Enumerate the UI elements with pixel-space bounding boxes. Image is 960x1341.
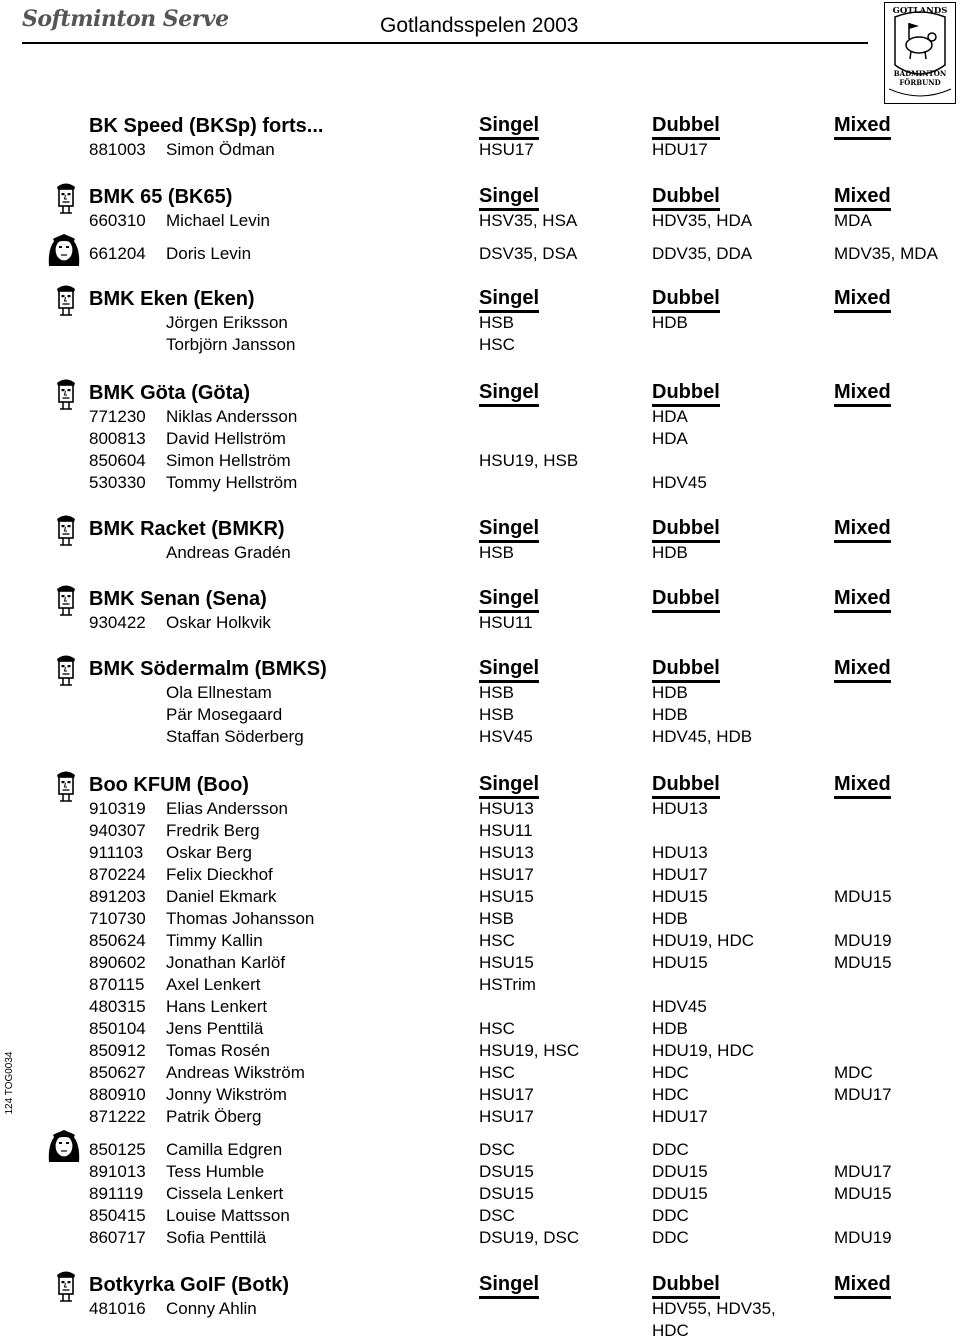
player-name: Tess Humble	[166, 1162, 265, 1181]
player-id: 891203	[89, 887, 146, 906]
player-name: Louise Mattsson	[166, 1206, 290, 1225]
doubles-class: DDC	[652, 1140, 689, 1159]
male-face-icon	[52, 377, 80, 418]
page-title: Gotlandsspelen 2003	[380, 14, 579, 37]
player-name: Jonathan Karlöf	[166, 953, 286, 972]
player-name: Simon Hellström	[166, 451, 291, 470]
club-name: BK Speed (BKSp) forts...	[89, 115, 324, 137]
player-id: 890602	[89, 953, 146, 972]
doubles-class: DDU15	[652, 1184, 708, 1203]
player-id: 940307	[89, 821, 146, 840]
player-id: 850104	[89, 1019, 146, 1038]
doubles-class: HDU17	[652, 865, 708, 884]
singles-class: DSU19, DSC	[479, 1228, 580, 1247]
player-name: Cissela Lenkert	[166, 1184, 284, 1203]
singles-class: DSC	[479, 1206, 515, 1225]
column-header-doubles: Dubbel	[652, 186, 720, 211]
player-name: Camilla Edgren	[166, 1140, 283, 1159]
column-header-doubles: Dubbel	[652, 518, 720, 543]
player-id: 800813	[89, 429, 146, 448]
player-name: Fredrik Berg	[166, 821, 260, 840]
player-name: Tommy Hellström	[166, 473, 298, 492]
badge-bottom-text-2: FÖRBUND	[899, 78, 941, 87]
singles-class: HSC	[479, 1063, 515, 1082]
doubles-class: HDB	[652, 1019, 688, 1038]
player-name: Hans Lenkert	[166, 997, 268, 1016]
player-id: 891013	[89, 1162, 146, 1181]
mixed-class: MDV35, MDA	[834, 244, 938, 263]
singles-class: HSU17	[479, 140, 534, 159]
male-face-icon	[52, 1269, 80, 1310]
singles-class: HSU15	[479, 953, 534, 972]
player-id: 661204	[89, 244, 146, 263]
doubles-class: HDU13	[652, 843, 708, 862]
badge-bottom-text-1: BADMINTON	[893, 69, 947, 78]
mixed-class: MDU19	[834, 1228, 892, 1247]
singles-class: HSB	[479, 543, 514, 562]
mixed-class: MDU15	[834, 953, 892, 972]
column-header-mixed: Mixed	[834, 588, 891, 613]
female-face-icon	[45, 1126, 83, 1169]
doubles-class: HDA	[652, 429, 688, 448]
singles-class: DSC	[479, 1140, 515, 1159]
doubles-class: HDV35, HDA	[652, 211, 753, 230]
player-id: 481016	[89, 1299, 146, 1318]
mixed-class: MDU15	[834, 887, 892, 906]
column-header-mixed: Mixed	[834, 518, 891, 543]
club-name: BMK Södermalm (BMKS)	[89, 658, 327, 680]
singles-class: HSU19, HSB	[479, 451, 579, 470]
column-header-singles: Singel	[479, 588, 539, 613]
player-id: 891119	[89, 1184, 144, 1203]
player-id: 910319	[89, 799, 146, 818]
doubles-class: HDU13	[652, 799, 708, 818]
column-header-singles: Singel	[479, 115, 539, 140]
player-id: 480315	[89, 997, 146, 1016]
player-name: Michael Levin	[166, 211, 270, 230]
singles-class: HSC	[479, 931, 515, 950]
player-name: Ola Ellnestam	[166, 683, 272, 702]
singles-class: DSU15	[479, 1162, 534, 1181]
doubles-class: DDV35, DDA	[652, 244, 753, 263]
player-name: Elias Andersson	[166, 799, 288, 818]
mixed-class: MDA	[834, 211, 872, 230]
player-id: 880910	[89, 1085, 146, 1104]
mixed-class: MDU17	[834, 1162, 892, 1181]
player-id: 860717	[89, 1228, 146, 1247]
player-name: Sofia Penttilä	[166, 1228, 267, 1247]
player-name: Staffan Söderberg	[166, 727, 304, 746]
singles-class: HSU19, HSC	[479, 1041, 580, 1060]
doubles-class: HDC	[652, 1063, 689, 1082]
male-face-icon	[52, 583, 80, 624]
column-header-mixed: Mixed	[834, 1274, 891, 1299]
doubles-class: DDU15	[652, 1162, 708, 1181]
player-name: Niklas Andersson	[166, 407, 298, 426]
column-header-doubles: Dubbel	[652, 382, 720, 407]
logo-text: Softminton Serve	[22, 6, 229, 32]
player-id: 911103	[89, 843, 144, 862]
doubles-class: HDB	[652, 543, 688, 562]
player-id: 771230	[89, 407, 146, 426]
player-name: Felix Dieckhof	[166, 865, 273, 884]
male-face-icon	[52, 283, 80, 324]
badge-top-text: GOTLANDS	[892, 6, 948, 16]
player-name: Pär Mosegaard	[166, 705, 283, 724]
male-face-icon	[52, 769, 80, 810]
player-name: Conny Ahlin	[166, 1299, 257, 1318]
player-id: 850125	[89, 1140, 146, 1159]
column-header-mixed: Mixed	[834, 382, 891, 407]
player-name: Torbjörn Jansson	[166, 335, 296, 354]
column-header-singles: Singel	[479, 186, 539, 211]
player-name: Jörgen Eriksson	[166, 313, 288, 332]
player-id: 850604	[89, 451, 146, 470]
doubles-class: HDC	[652, 1321, 689, 1340]
singles-class: HSU11	[479, 613, 533, 632]
column-header-doubles: Dubbel	[652, 658, 720, 683]
player-name: Timmy Kallin	[166, 931, 263, 950]
club-name: Botkyrka GoIF (Botk)	[89, 1274, 290, 1296]
doubles-class: HDB	[652, 683, 688, 702]
player-id: 660310	[89, 211, 146, 230]
player-name: Thomas Johansson	[166, 909, 315, 928]
column-header-doubles: Dubbel	[652, 774, 720, 799]
player-id: 850627	[89, 1063, 146, 1082]
doubles-class: HDB	[652, 705, 688, 724]
player-name: Tomas Rosén	[166, 1041, 270, 1060]
column-header-singles: Singel	[479, 382, 539, 407]
doubles-class: HDU19, HDC	[652, 1041, 755, 1060]
doubles-class: HDV55, HDV35,	[652, 1299, 776, 1318]
player-id: 870224	[89, 865, 146, 884]
doubles-class: HDV45, HDB	[652, 727, 753, 746]
mixed-class: MDU19	[834, 931, 892, 950]
side-note: 124 TOG0034	[4, 1051, 15, 1115]
doubles-class: HDC	[652, 1085, 689, 1104]
singles-class: HSV45	[479, 727, 533, 746]
column-header-doubles: Dubbel	[652, 288, 720, 313]
singles-class: DSU15	[479, 1184, 534, 1203]
player-id: 710730	[89, 909, 146, 928]
column-header-mixed: Mixed	[834, 115, 891, 140]
player-name: Doris Levin	[166, 244, 252, 263]
doubles-class: DDC	[652, 1228, 689, 1247]
column-header-mixed: Mixed	[834, 658, 891, 683]
singles-class: HSU13	[479, 799, 534, 818]
club-name: BMK 65 (BK65)	[89, 186, 233, 208]
player-name: Patrik Öberg	[166, 1107, 262, 1126]
player-id: 850624	[89, 931, 146, 950]
mixed-class: MDC	[834, 1063, 873, 1082]
column-header-singles: Singel	[479, 1274, 539, 1299]
singles-class: HSB	[479, 683, 514, 702]
column-header-mixed: Mixed	[834, 186, 891, 211]
column-header-mixed: Mixed	[834, 288, 891, 313]
singles-class: HSC	[479, 1019, 515, 1038]
singles-class: HSTrim	[479, 975, 536, 994]
doubles-class: HDB	[652, 313, 688, 332]
singles-class: HSU17	[479, 865, 534, 884]
player-id: 871222	[89, 1107, 146, 1126]
club-name: BMK Göta (Göta)	[89, 382, 251, 404]
player-name: Oskar Berg	[166, 843, 252, 862]
column-header-singles: Singel	[479, 774, 539, 799]
singles-class: HSU13	[479, 843, 534, 862]
singles-class: HSB	[479, 909, 514, 928]
column-header-singles: Singel	[479, 658, 539, 683]
singles-class: HSB	[479, 313, 514, 332]
singles-class: HSU17	[479, 1107, 534, 1126]
doubles-class: HDV45	[652, 473, 707, 492]
club-name: Boo KFUM (Boo)	[89, 774, 249, 796]
player-name: Jonny Wikström	[166, 1085, 287, 1104]
singles-class: HSC	[479, 335, 515, 354]
player-name: Simon Ödman	[166, 140, 275, 159]
doubles-class: HDU17	[652, 1107, 708, 1126]
mixed-class: MDU15	[834, 1184, 892, 1203]
player-name: Daniel Ekmark	[166, 887, 277, 906]
player-id: 850415	[89, 1206, 146, 1225]
singles-class: HSU17	[479, 1085, 534, 1104]
doubles-class: DDC	[652, 1206, 689, 1225]
doubles-class: HDU19, HDC	[652, 931, 755, 950]
club-name: BMK Eken (Eken)	[89, 288, 255, 310]
singles-class: HSB	[479, 705, 514, 724]
player-name: Andreas Gradén	[166, 543, 291, 562]
mixed-class: MDU17	[834, 1085, 892, 1104]
doubles-class: HDV45	[652, 997, 707, 1016]
player-name: David Hellström	[166, 429, 286, 448]
male-face-icon	[52, 181, 80, 222]
player-name: Jens Penttilä	[166, 1019, 264, 1038]
player-id: 850912	[89, 1041, 146, 1060]
club-name: BMK Racket (BMKR)	[89, 518, 285, 540]
doubles-class: HDB	[652, 909, 688, 928]
player-name: Oskar Holkvik	[166, 613, 271, 632]
club-name: BMK Senan (Sena)	[89, 588, 267, 610]
doubles-class: HDA	[652, 407, 688, 426]
singles-class: HSU15	[479, 887, 534, 906]
player-name: Andreas Wikström	[166, 1063, 305, 1082]
singles-class: DSV35, DSA	[479, 244, 578, 263]
column-header-doubles: Dubbel	[652, 115, 720, 140]
column-header-mixed: Mixed	[834, 774, 891, 799]
doubles-class: HDU15	[652, 953, 708, 972]
column-header-singles: Singel	[479, 288, 539, 313]
player-name: Axel Lenkert	[166, 975, 261, 994]
player-id: 530330	[89, 473, 146, 492]
male-face-icon	[52, 513, 80, 554]
female-face-icon	[45, 230, 83, 273]
column-header-singles: Singel	[479, 518, 539, 543]
male-face-icon	[52, 653, 80, 694]
player-id: 930422	[89, 613, 146, 632]
player-id: 870115	[89, 975, 145, 994]
singles-class: HSV35, HSA	[479, 211, 578, 230]
player-id: 881003	[89, 140, 146, 159]
column-header-doubles: Dubbel	[652, 588, 720, 613]
doubles-class: HDU17	[652, 140, 708, 159]
singles-class: HSU11	[479, 821, 533, 840]
column-header-doubles: Dubbel	[652, 1274, 720, 1299]
doubles-class: HDU15	[652, 887, 708, 906]
